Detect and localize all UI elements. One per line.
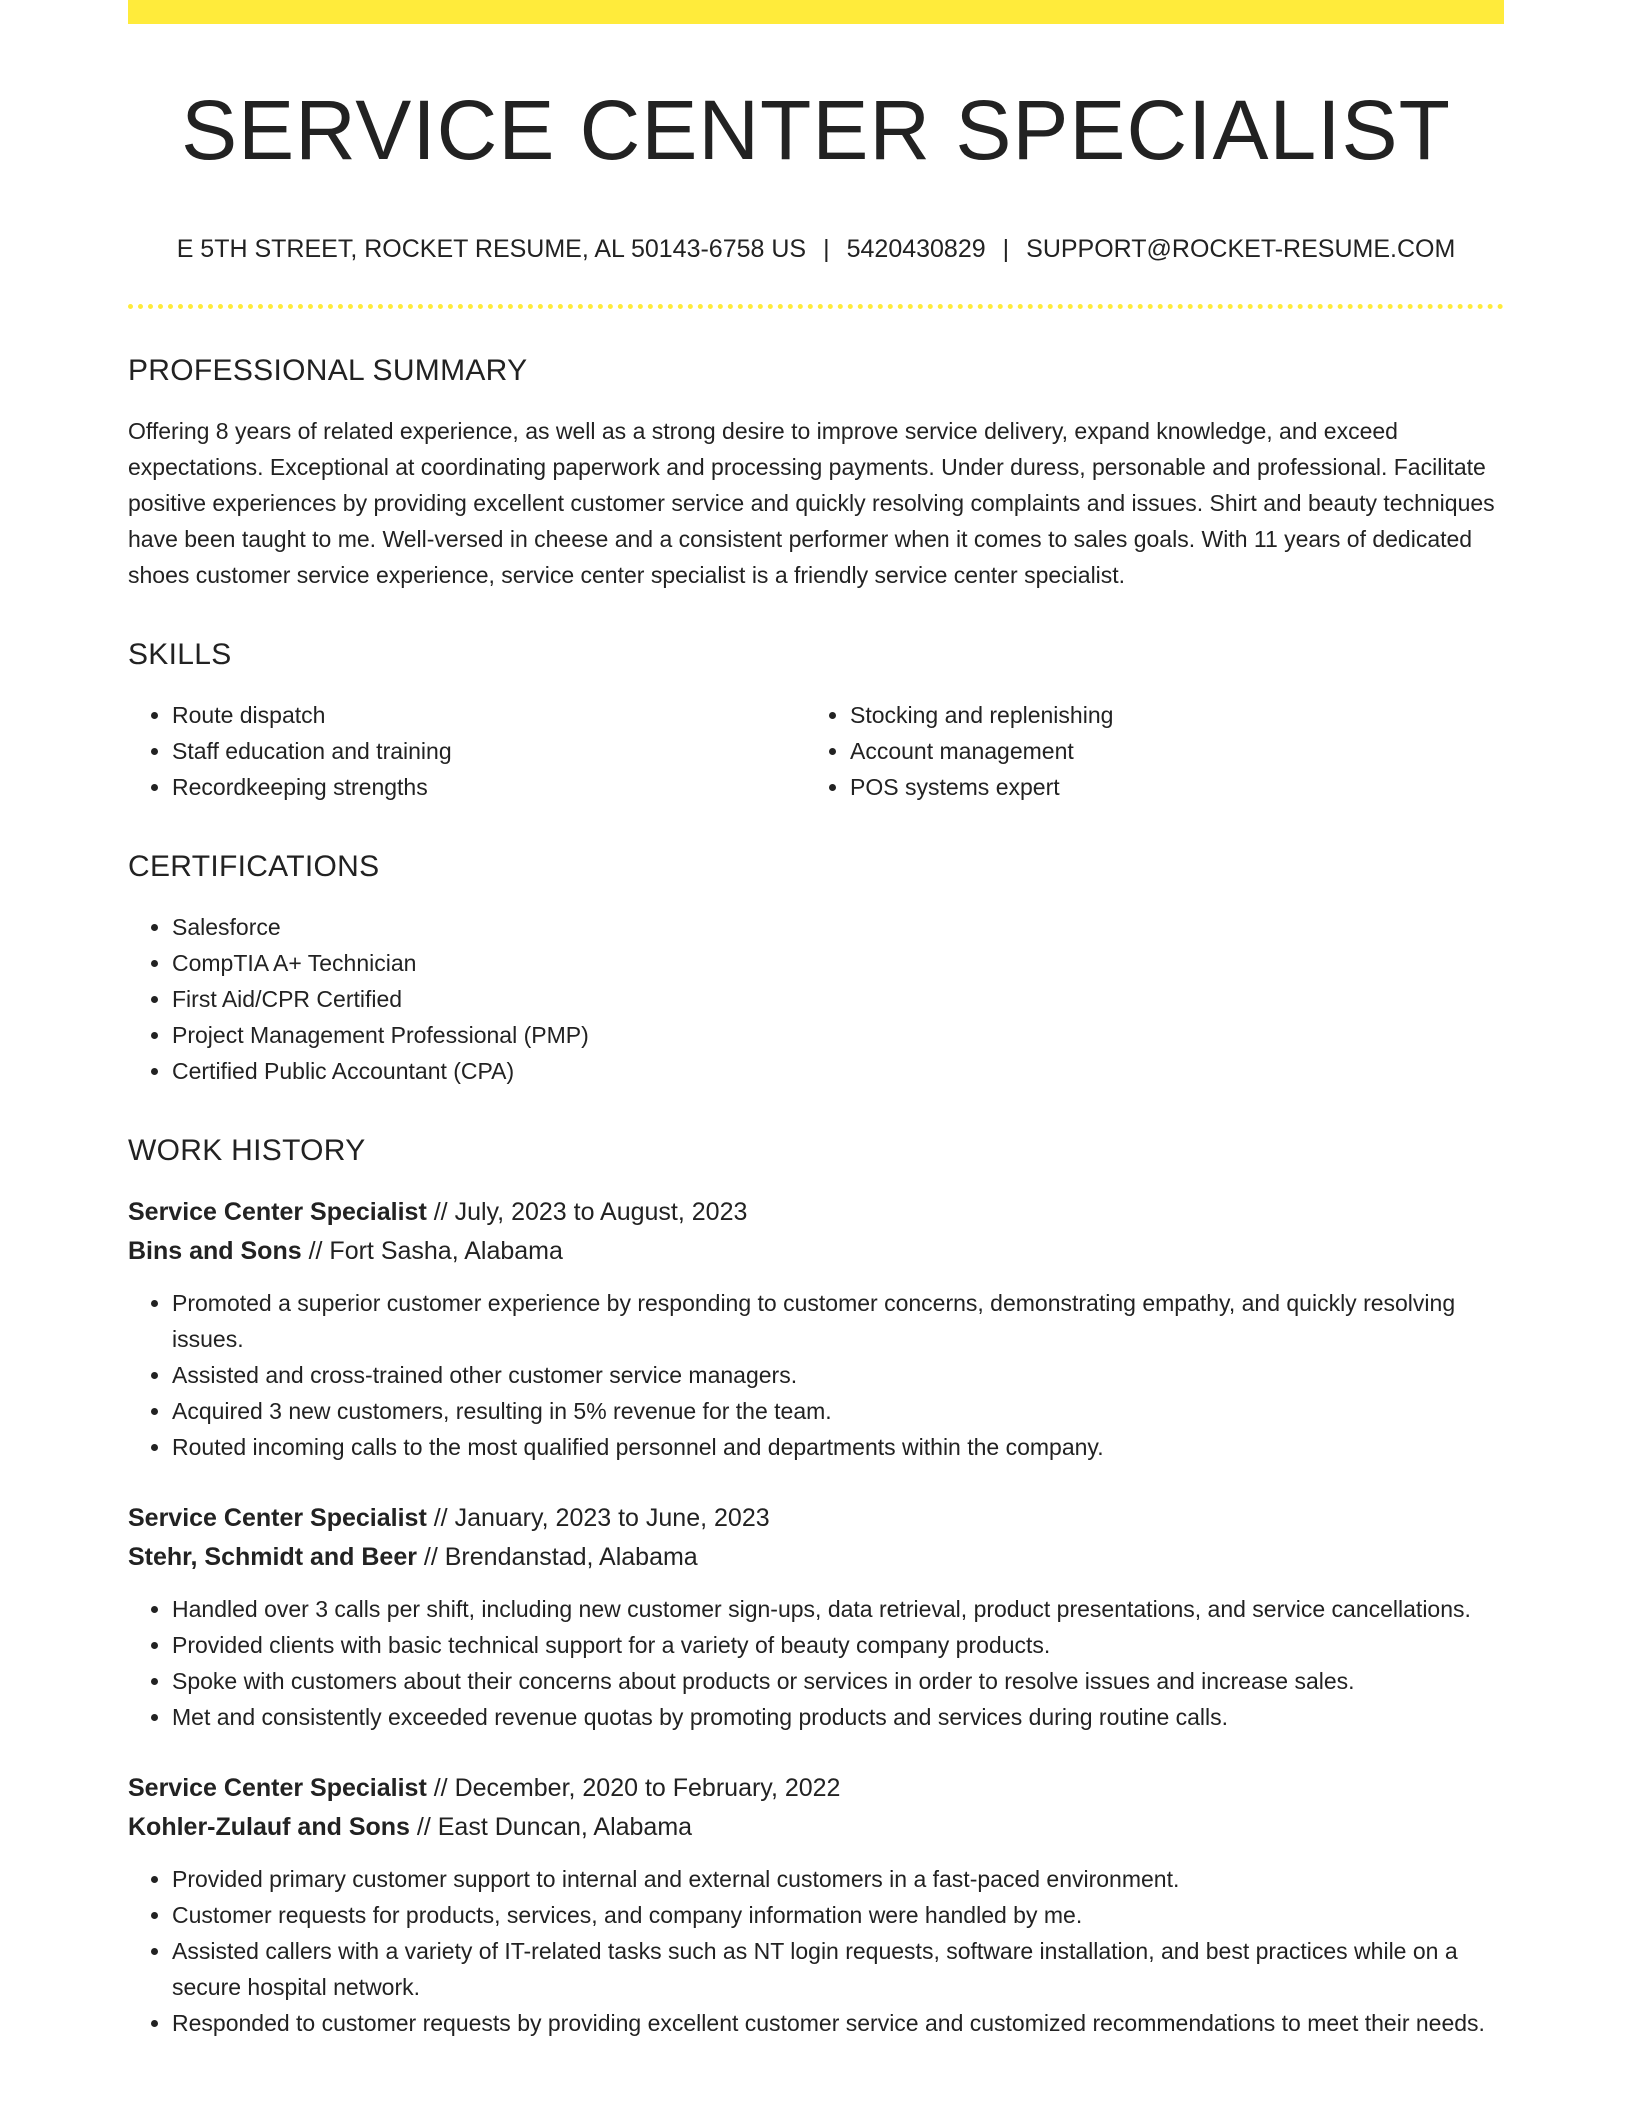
job-bullet: • Promoted a superior customer experience by responding to customer concerns, demonstrating empathy, and quickly resolving issues.	[172, 1285, 1504, 1357]
skill-item: • Stocking and replenishing	[850, 697, 1484, 733]
job-company-line	[128, 1538, 1504, 1577]
job-bullet: • Provided primary customer support to internal and external customers in a fast-paced environment.	[172, 1861, 1504, 1897]
skills-list-left	[128, 697, 806, 805]
top-accent-bar	[128, 0, 1504, 24]
job-company-line	[128, 1808, 1504, 1847]
job-dates: // July, 2023 to August, 2023	[433, 1198, 748, 1227]
job-title: Service Center Specialist	[128, 1504, 427, 1533]
certification-item: • Project Management Professional (PMP)	[172, 1017, 1504, 1053]
summary-heading: PROFESSIONAL SUMMARY	[128, 354, 528, 388]
job-company-line	[128, 1232, 1504, 1271]
skills-heading: SKILLS	[128, 638, 232, 672]
job-company: Stehr, Schmidt and Beer	[128, 1543, 417, 1572]
skills-list-right	[806, 697, 1484, 805]
job-entry	[128, 1769, 1504, 2041]
skill-item: • POS systems expert	[850, 769, 1484, 805]
skill-item: • Staff education and training	[172, 733, 806, 769]
job-bullet: • Routed incoming calls to the most qualified personnel and departments within the company.	[172, 1429, 1504, 1465]
job-entry	[128, 1499, 1504, 1735]
skills-columns	[128, 697, 1504, 805]
job-bullet: • Met and consistently exceeded revenue quotas by promoting products and services during routine calls.	[172, 1699, 1504, 1735]
job-bullet: • Handled over 3 calls per shift, including new customer sign-ups, data retrieval, product presentations, and service cancellations.	[172, 1591, 1504, 1627]
certifications-list	[128, 909, 1504, 1089]
job-bullet: • Assisted callers with a variety of IT-related tasks such as NT login requests, software installation, and best practices while on a secure hospital network.	[172, 1933, 1504, 2005]
skills-right-column	[806, 697, 1484, 805]
resume-page	[128, 0, 1504, 2041]
job-title-line	[128, 1193, 1504, 1232]
contact-line	[128, 234, 1504, 264]
job-title-line	[128, 1499, 1504, 1538]
job-title-line	[128, 1769, 1504, 1808]
job-title: Service Center Specialist	[128, 1774, 427, 1803]
job-bullet: • Responded to customer requests by providing excellent customer service and customized recommendations to meet their needs.	[172, 2005, 1504, 2041]
job-entry	[128, 1193, 1504, 1465]
contact-separator: |	[823, 235, 830, 264]
certifications-heading: CERTIFICATIONS	[128, 850, 380, 884]
certification-item: • Certified Public Accountant (CPA)	[172, 1053, 1504, 1089]
skills-left-column	[128, 697, 806, 805]
job-location: // Fort Sasha, Alabama	[308, 1237, 563, 1266]
job-title: Service Center Specialist	[128, 1198, 427, 1227]
job-dates: // December, 2020 to February, 2022	[433, 1774, 841, 1803]
job-bullet: • Spoke with customers about their concerns about products or services in order to resolve issues and increase sales.	[172, 1663, 1504, 1699]
contact-phone: 5420430829	[846, 235, 986, 264]
skill-item: • Recordkeeping strengths	[172, 769, 806, 805]
job-company: Kohler-Zulauf and Sons	[128, 1813, 410, 1842]
skill-item: • Route dispatch	[172, 697, 806, 733]
summary-text: Offering 8 years of related experience, as well as a strong desire to improve service delivery, expand knowledge, and exceed expectations. Exceptional at coordinating paperwork and processing payments. Under duress, personable and professional. Facilitate positive experiences by providing excellent customer service and quickly resolving complaints and issues. Shirt and beauty techniques have been taught to me. Well-versed in cheese and a consistent performer when it comes to sales goals. With 11 years of dedicated shoes customer service experience, service center specialist is a friendly service center specialist.	[128, 418, 1495, 589]
job-bullet: • Customer requests for products, services, and company information were handled by me.	[172, 1897, 1504, 1933]
certification-item: • First Aid/CPR Certified	[172, 981, 1504, 1017]
job-bullet: • Provided clients with basic technical support for a variety of beauty company products.	[172, 1627, 1504, 1663]
job-bullet: • Acquired 3 new customers, resulting in 5% revenue for the team.	[172, 1393, 1504, 1429]
contact-separator: |	[1002, 235, 1010, 264]
job-location: // Brendanstad, Alabama	[423, 1543, 698, 1572]
contact-address: E 5TH STREET, ROCKET RESUME, AL 50143-6758 US	[176, 235, 807, 264]
certification-item: • Salesforce	[172, 909, 1504, 945]
job-company: Bins and Sons	[128, 1237, 302, 1266]
job-bullets	[128, 1285, 1504, 1465]
job-bullets	[128, 1861, 1504, 2041]
certification-item: • CompTIA A+ Technician	[172, 945, 1504, 981]
skill-item: • Account management	[850, 733, 1484, 769]
job-location: // East Duncan, Alabama	[416, 1813, 693, 1842]
job-dates: // January, 2023 to June, 2023	[433, 1504, 770, 1533]
contact-email: SUPPORT@ROCKET-RESUME.COM	[1026, 235, 1456, 264]
job-bullet: • Assisted and cross-trained other customer service managers.	[172, 1357, 1504, 1393]
job-bullets	[128, 1591, 1504, 1735]
work-history-heading: WORK HISTORY	[128, 1134, 366, 1168]
resume-name: SERVICE CENTER SPECIALIST	[181, 83, 1451, 177]
dotted-divider	[128, 304, 1504, 309]
